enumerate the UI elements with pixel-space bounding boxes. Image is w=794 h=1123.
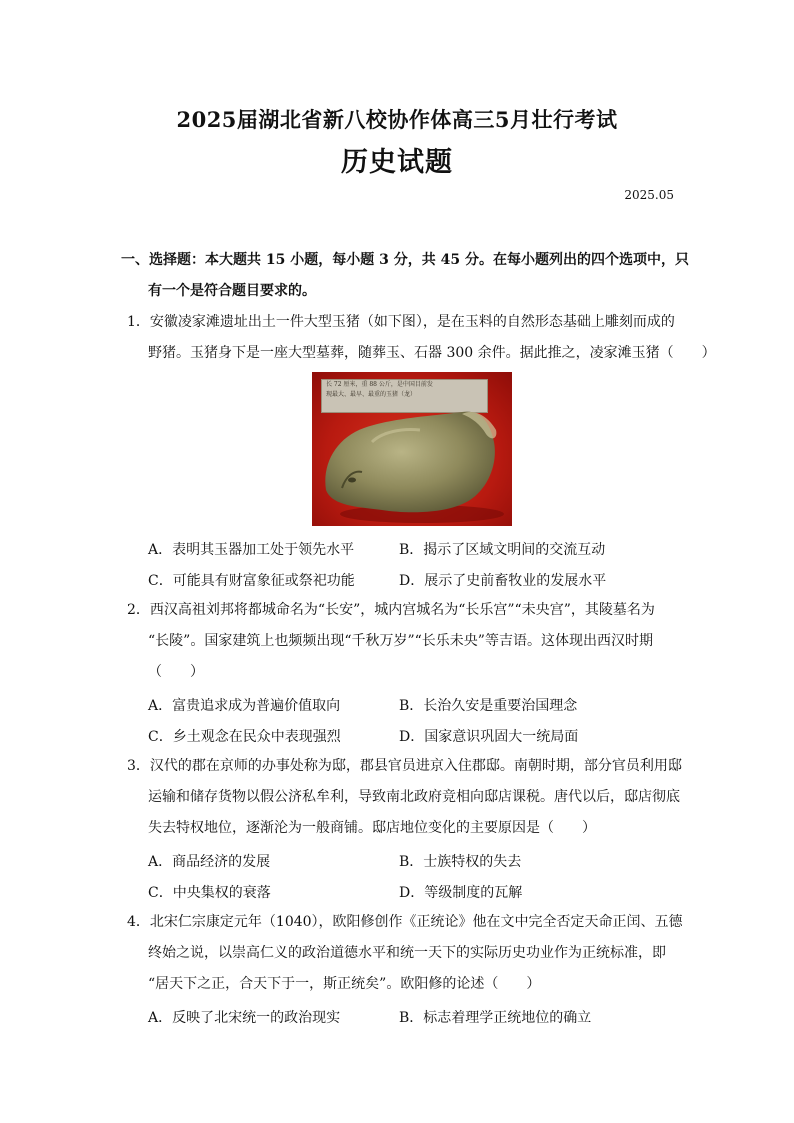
question-2-options <box>148 689 688 751</box>
option-b[interactable]: B．标志着理学正统地位的确立 <box>399 1009 592 1026</box>
question-line: （ ） <box>148 664 204 680</box>
question-line: “长陵”。国家建筑上也频频出现“千秋万岁”“长乐未央”等吉语。这体现出西汉时期 <box>148 633 653 649</box>
question-line: 3．汉代的郡在京师的办事处称为邸，郡县官员进京入住郡邸。南朝时期，部分官员利用邸 <box>127 758 682 774</box>
photo-caption-line: 长 72 厘米，重 88 公斤，是中国目前发 <box>326 381 433 388</box>
option-c[interactable]: C．乡土观念在民众中表现强烈 <box>148 728 341 745</box>
option-a[interactable]: A．富贵追求成为普遍价值取向 <box>148 697 341 714</box>
exam-subject: 历史试题 <box>341 147 453 178</box>
option-c[interactable]: C．中央集权的衰落 <box>148 884 271 901</box>
option-b[interactable]: B．揭示了区域文明间的交流互动 <box>399 541 606 558</box>
question-1 <box>127 307 716 369</box>
option-d[interactable]: D．展示了史前畜牧业的发展水平 <box>399 572 607 589</box>
option-a[interactable]: A．表明其玉器加工处于领先水平 <box>148 541 355 558</box>
question-1-options <box>148 533 688 595</box>
option-d[interactable]: D．等级制度的瓦解 <box>399 884 523 901</box>
question-line: 运输和储存货物以假公济私牟利，导致南北政府竞相向邸店课税。唐代以后，邸店彻底 <box>148 789 680 805</box>
exam-title: 2025届湖北省新八校协作体高三5月壮行考试 <box>176 107 618 132</box>
question-line: 野猪。玉猪身下是一座大型墓葬，随葬玉、石器 300 余件。据此推之，凌家滩玉猪（ ） <box>148 345 716 361</box>
jade-pig-photo <box>312 372 512 526</box>
question-line: 4．北宋仁宗康定元年（1040），欧阳修创作《正统论》他在文中完全否定天命正闰、五德 <box>127 914 683 930</box>
question-line: 终始之说，以崇高仁义的政治道德水平和统一天下的实际历史功业作为正统标准，即 <box>148 945 666 961</box>
option-b[interactable]: B．长治久安是重要治国理念 <box>399 697 578 714</box>
section-instructions <box>121 245 689 307</box>
question-2 <box>127 595 677 688</box>
option-d[interactable]: D．国家意识巩固大一统局面 <box>399 728 579 745</box>
question-4-options <box>148 1001 688 1032</box>
question-line: “居天下之正，合天下于一，斯正统矣”。欧阳修的论述（ ） <box>148 976 541 992</box>
option-c[interactable]: C．可能具有财富象征或祭祀功能 <box>148 572 355 589</box>
section-line-1: 一、选择题：本大题共 15 小题，每小题 3 分，共 45 分。在每小题列出的四个选项中，只 <box>121 252 689 268</box>
jade-pig-image <box>312 372 512 526</box>
question-line: 2．西汉高祖刘邦将都城命名为“长安”，城内宫城名为“长乐宫”“未央宫”，其陵墓名为 <box>127 602 655 618</box>
option-b[interactable]: B．士族特权的失去 <box>399 853 522 870</box>
question-line: 失去特权地位，逐渐沦为一般商铺。邸店地位变化的主要原因是（ ） <box>148 820 596 836</box>
question-4 <box>127 907 683 1000</box>
photo-caption-line: 现最大、最早、最重的玉猪（龙） <box>326 391 417 398</box>
question-3-options <box>148 845 688 907</box>
option-a[interactable]: A．商品经济的发展 <box>148 853 271 870</box>
section-line-2: 有一个是符合题目要求的。 <box>148 283 316 299</box>
question-line: 1．安徽凌家滩遗址出土一件大型玉猪（如下图），是在玉料的自然形态基础上雕刻而成的 <box>127 314 675 330</box>
question-3 <box>127 751 682 844</box>
exam-date: 2025.05 <box>624 188 674 202</box>
option-a[interactable]: A．反映了北宋统一的政治现实 <box>148 1009 341 1026</box>
